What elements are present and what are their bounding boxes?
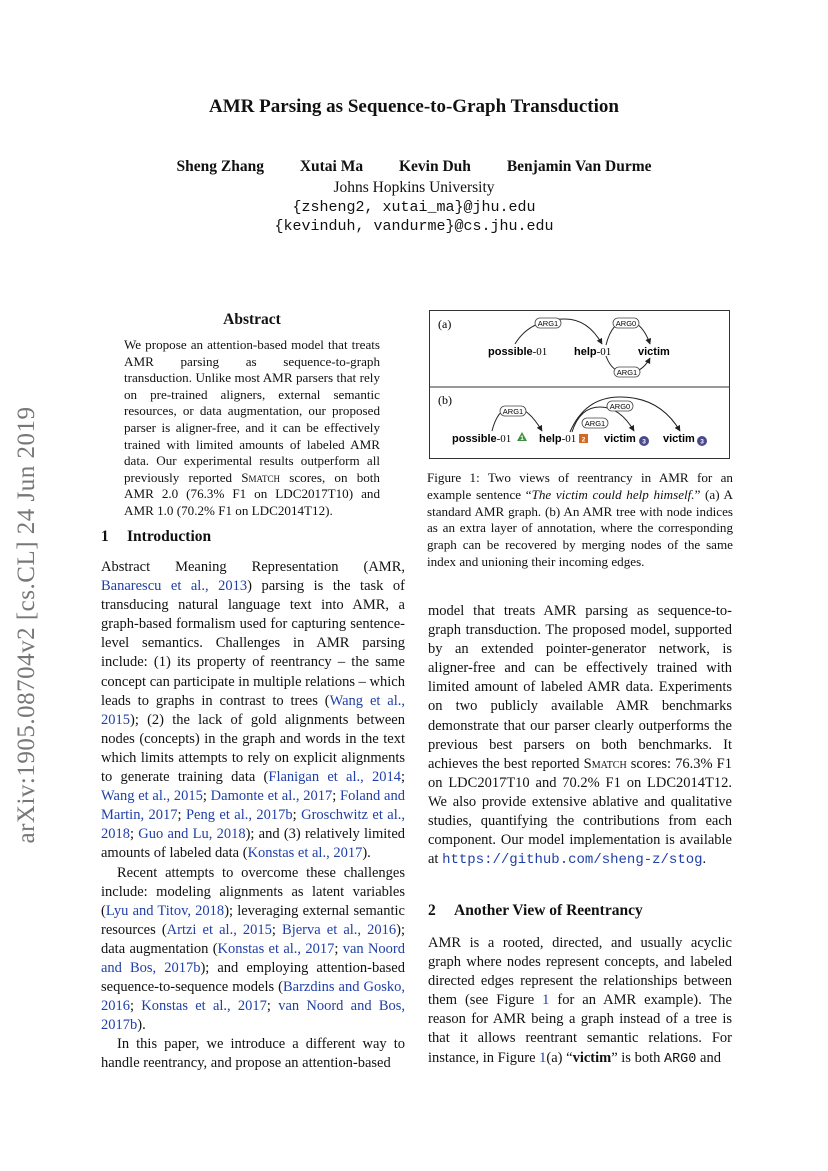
abstract-text: We propose an attention-based model that treats AMR parsing as sequence-to-graph transduction. Unlike most AMR parsers that rely on pre-trained aligners, external semantic resources, or data augmentation, our proposed parser is aligner-free, and it can be effectively trained with limited amounts of labeled AMR data. Our experimental results outperform all previously reported: [124, 337, 380, 485]
citation-link[interactable]: Damonte et al., 2017: [210, 788, 333, 805]
url-link[interactable]: https://github.com/sheng-z/stog: [442, 852, 703, 869]
author-name: Benjamin Van Durme: [506, 158, 652, 175]
panel-label-a: (a): [438, 317, 452, 331]
edge-label: [614, 367, 640, 377]
section-number: 1: [101, 528, 109, 545]
svg-text:2: 2: [581, 436, 586, 444]
left-column-body: [101, 558, 405, 1074]
paragraph: model that treats AMR parsing as sequence-to-graph transduction. The proposed model, supported by an extended pointer-generator network, is aligner-free and can be effectively trained with limited amount of labeled AMR data. Experiments on two publicly available AMR benchmarks demonstrate that our parser clearly outperforms the previous best parsers on both benchmarks. It achieves the best reported Smatch scores: 76.3% F1 on LDC2017T10 and 70.2% F1 on LDC2014T12. We also provide extensive ablative and qualitative studies, quantifying the contributions from each component. Our model implementation is available at https://github.com/sheng-z/stog.: [428, 603, 732, 869]
figure-1-graphic: [430, 311, 729, 458]
node-index-badge: [517, 432, 527, 442]
paragraph: In this paper, we introduce a different way to handle reentrancy, and propose an attention-based: [101, 1036, 405, 1072]
caption-text: Two views of reentrancy in AMR for an example sentence “: [427, 470, 733, 502]
amr-node: help-01: [539, 433, 577, 445]
bold-term: victim: [572, 1049, 612, 1066]
citation-link[interactable]: Peng et al., 2017b: [185, 807, 293, 824]
edge-label: [500, 406, 526, 416]
citation-link[interactable]: 1: [542, 992, 550, 1009]
section-number: 2: [428, 902, 436, 919]
citation-link[interactable]: Wang et al., 2015: [101, 692, 406, 728]
citation-link[interactable]: Foland and Martin, 2017: [101, 788, 405, 824]
citation-link[interactable]: Barzdins and Gosko, 2016: [101, 979, 405, 1015]
paragraph: Recent attempts to overcome these challenges include: modeling alignments as latent variables (Lyu and Titov, 2018); leveraging external semantic resources (Artzi et al., 2015; Bjerva et al., 2016); data augmentation (Konstas et al., 2017; van Noord and Bos, 2017b); and employing attention-based sequence-to-sequence models (Barzdins and Gosko, 2016; Konstas et al., 2017; van Noord and Bos, 2017b).: [101, 864, 406, 1034]
citation-link[interactable]: Konstas et al., 2017: [247, 845, 363, 862]
amr-node: possible-01: [488, 346, 548, 358]
email-line: {kevinduh, vandurme}@cs.jhu.edu: [274, 218, 554, 235]
arxiv-stamp-text: arXiv:1905.08704v2 [cs.CL] 24 Jun 2019: [13, 406, 40, 844]
citation-link[interactable]: Bjerva et al., 2016: [282, 921, 397, 938]
citation-link[interactable]: Konstas et al., 2017: [217, 940, 335, 957]
svg-text:ARG1: ARG1: [616, 368, 638, 377]
section-title: Introduction: [127, 528, 212, 545]
smatch-term: Smatch: [241, 469, 281, 485]
paragraph: Abstract Meaning Representation (AMR, Banarescu et al., 2013) parsing is the task of transducing natural language text into AMR, a graph-based formalism used for capturing sentence-level semantics. Challenges in AMR parsing include: (1) its property of reentrancy – the same concept can participate in multiple relations – which leads to graphs in contrast to trees (Wang et al., 2015); (2) the lack of gold alignments between nodes (concepts) in the graph and words in the text which limits attempts to rely on explicit alignments to generate training data (Flanigan et al., 2014; Wang et al., 2015; Damonte et al., 2017; Foland and Martin, 2017; Peng et al., 2017b; Groschwitz et al., 2018; Guo and Lu, 2018); and (3) relatively limited amounts of labeled data (Konstas et al., 2017).: [101, 559, 406, 862]
amr-role: ARG0: [663, 1051, 697, 1067]
caption-sentence: The victim could help himself.: [531, 486, 695, 502]
right-column-body: [428, 602, 732, 870]
author-list: [0, 158, 828, 176]
edge-label: [582, 418, 608, 428]
section-heading: [428, 902, 643, 920]
svg-text:1: 1: [520, 435, 524, 442]
citation-link[interactable]: Konstas et al., 2017: [141, 998, 267, 1015]
citation-link[interactable]: Flanigan et al., 2014: [268, 769, 401, 786]
svg-text:ARG0: ARG0: [615, 319, 637, 328]
citation-link[interactable]: Guo and Lu, 2018: [138, 826, 246, 843]
caption-text: ” (a) A standard AMR graph. (b) An AMR tree with node indices as an extra layer of annotation, where the corresponding graph can be recovered by merging nodes of the same index and unioning their incoming edges.: [427, 486, 733, 569]
affiliation: Johns Hopkins University: [333, 179, 495, 196]
citation-link[interactable]: Artzi et al., 2015: [166, 921, 272, 938]
citation-link[interactable]: Banarescu et al., 2013: [101, 578, 248, 595]
abstract-heading: Abstract: [223, 311, 281, 328]
amr-node: victim: [663, 433, 695, 445]
svg-text:ARG1: ARG1: [537, 319, 559, 328]
svg-text:ARG1: ARG1: [584, 419, 606, 428]
amr-node: victim: [604, 433, 636, 445]
abstract-text: scores, on both AMR 2.0 (76.3% F1 on LDC2017T10) and AMR 1.0 (70.2% F1 on LDC2014T12).: [124, 469, 380, 518]
amr-node: victim: [638, 346, 670, 358]
svg-text:ARG0: ARG0: [609, 402, 631, 411]
edge-label: [613, 318, 639, 328]
node-index-badge: [639, 436, 649, 446]
abstract-body: [124, 337, 380, 520]
citation-link[interactable]: Lyu and Titov, 2018: [105, 902, 225, 919]
email-line: {zsheng2, xutai_ma}@jhu.edu: [292, 199, 536, 216]
svg-text:3: 3: [642, 438, 646, 446]
citation-link[interactable]: van Noord and Bos, 2017b: [101, 940, 405, 976]
edge-label: [607, 401, 633, 411]
right-column-body: [428, 934, 732, 1069]
citation-link[interactable]: van Noord and Bos, 2017b: [101, 998, 406, 1034]
paper-title: AMR Parsing as Sequence-to-Graph Transduction: [209, 96, 619, 117]
edge-label: [535, 318, 561, 328]
node-index-badge: [697, 436, 707, 446]
author-name: Xutai Ma: [299, 158, 364, 175]
svg-text:ARG1: ARG1: [502, 407, 524, 416]
author-name: Kevin Duh: [399, 158, 471, 175]
section-title: Another View of Reentrancy: [454, 902, 643, 919]
amr-node: possible-01: [452, 433, 512, 445]
paragraph: AMR is a rooted, directed, and usually acyclic graph where nodes represent concepts, and labeled directed edges represent the relationships between them (see Figure 1 for an AMR example). The reason for AMR being a graph instead of a tree is that it allows reentrant semantic relations. For instance, in Figure 1(a) “victim” is both ARG0 and: [428, 935, 732, 1067]
svg-text:3: 3: [700, 438, 704, 446]
citation-link[interactable]: 1: [539, 1049, 547, 1066]
node-index-badge: [579, 434, 588, 444]
smatch-term: Smatch: [583, 755, 627, 772]
figure-1: [429, 310, 730, 459]
section-heading: [101, 528, 211, 546]
citation-link[interactable]: Groschwitz et al., 2018: [101, 807, 405, 843]
author-name: Sheng Zhang: [176, 158, 264, 175]
amr-node: help-01: [574, 346, 612, 358]
panel-label-b: (b): [438, 393, 452, 407]
caption-label: Figure 1:: [427, 470, 480, 485]
citation-link[interactable]: Wang et al., 2015: [101, 788, 203, 805]
arxiv-stamp: [2, 370, 52, 880]
figure-caption: [427, 470, 733, 571]
